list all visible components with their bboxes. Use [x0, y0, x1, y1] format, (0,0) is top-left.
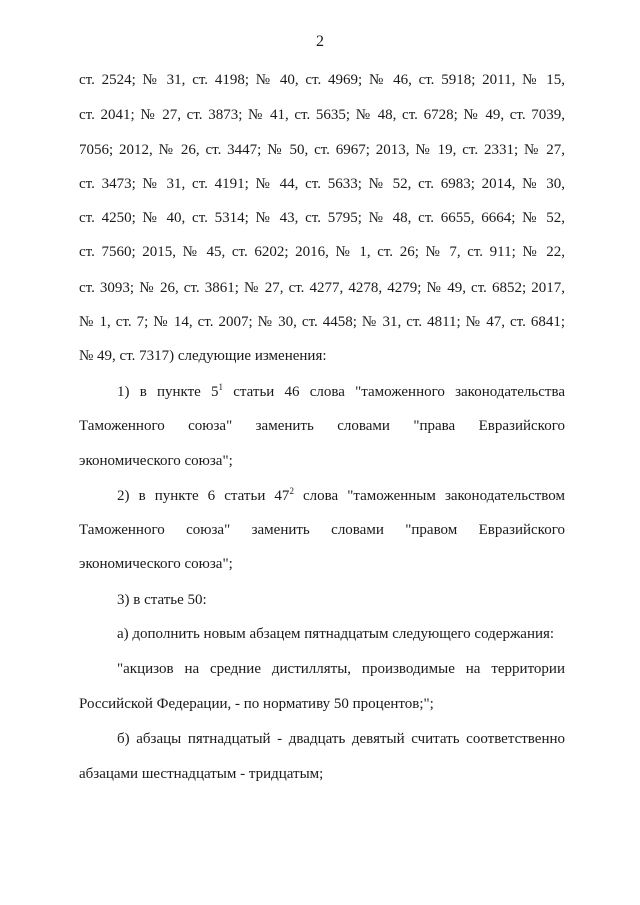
item-2-text-b: слова "таможенным законодательством — [293, 488, 565, 504]
page-number: 2 — [316, 33, 324, 50]
item-2-superscript: 2 — [289, 486, 294, 496]
item-3-b-line-1: б) абзацы пятнадцатый - двадцать девятый считать соответственно — [117, 731, 565, 747]
item-1-line-3: экономического союза"; — [79, 453, 233, 469]
text-line: ст. 7560; 2015, № 45, ст. 6202; 2016, № 1, ст. 26; № 7, ст. 911; № 22, — [79, 244, 565, 260]
item-2-line-3: экономического союза"; — [79, 556, 233, 572]
item-1-line-2: Таможенного союза" заменить словами "права Евразийского — [79, 418, 565, 434]
text-line: ст. 2524; № 31, ст. 4198; № 40, ст. 4969; № 46, ст. 5918; 2011, № 15, — [79, 72, 565, 88]
text-line: ст. 2041; № 27, ст. 3873; № 41, ст. 5635; № 48, ст. 6728; № 49, ст. 7039, — [79, 107, 565, 123]
item-2-line-1 — [117, 486, 565, 506]
item-3-b-line-2: абзацами шестнадцатым - тридцатым; — [79, 766, 324, 782]
item-3-a: а) дополнить новым абзацем пятнадцатым следующего содержания: — [117, 626, 555, 642]
item-2-text-a: 2) в пункте 6 статьи 47 — [117, 488, 290, 504]
text-line: 7056; 2012, № 26, ст. 3447; № 50, ст. 6967; 2013, № 19, ст. 2331; № 27, — [79, 142, 565, 158]
item-1-text-b: статьи 46 слова "таможенного законодательства — [223, 384, 565, 400]
quote-line-2: Российской Федерации, - по нормативу 50 процентов;"; — [79, 696, 434, 712]
text-line: ст. 3093; № 26, ст. 3861; № 27, ст. 4277, 4278, 4279; № 49, ст. 6852; 2017, — [79, 280, 565, 296]
item-3: 3) в статье 50: — [117, 592, 207, 608]
item-1-superscript: 1 — [218, 382, 224, 392]
item-1-line-1 — [117, 382, 565, 402]
item-2-line-2: Таможенного союза" заменить словами "правом Евразийского — [79, 522, 565, 538]
item-1-text-a: 1) в пункте 5 — [117, 384, 219, 400]
text-line: ст. 3473; № 31, ст. 4191; № 44, ст. 5633; № 52, ст. 6983; 2014, № 30, — [79, 176, 565, 192]
text-line: № 49, ст. 7317) следующие изменения: — [79, 348, 327, 364]
text-line: № 1, ст. 7; № 14, ст. 2007; № 30, ст. 4458; № 31, ст. 4811; № 47, ст. 6841; — [79, 314, 565, 330]
quote-line-1: "акцизов на средние дистилляты, производимые на территории — [117, 661, 565, 677]
text-line: ст. 4250; № 40, ст. 5314; № 43, ст. 5795; № 48, ст. 6655, 6664; № 52, — [79, 210, 565, 226]
